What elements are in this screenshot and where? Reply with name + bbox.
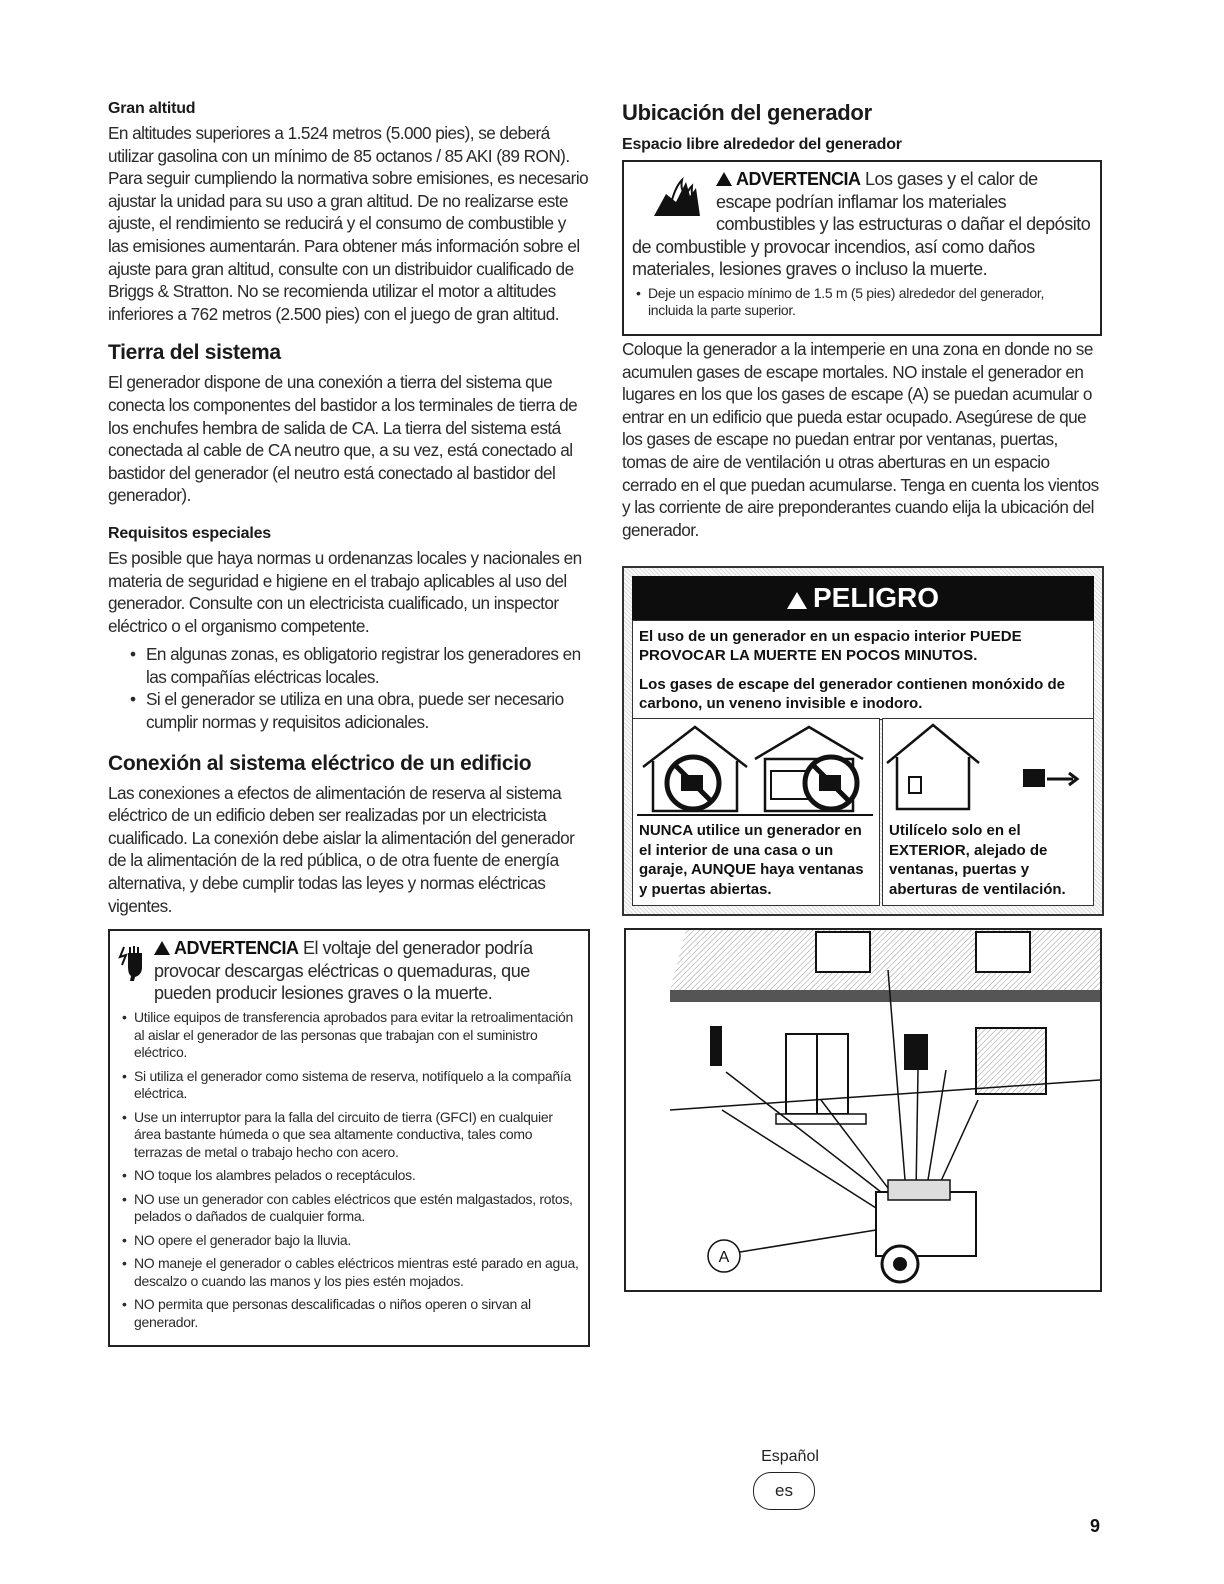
- ubicacion-heading: Ubicación del generador: [622, 100, 872, 125]
- list-item: • Utilice equipos de transferencia aprobados para evitar la retroalimentación al aislar el generador de las personas que trabajan con el suministro eléctrico.: [134, 1009, 580, 1062]
- house-generator-illustration: [626, 930, 1100, 1290]
- danger-box: [622, 566, 1104, 916]
- tierra-body: El generador dispone de una conexión a tierra del sistema que conecta los componentes del bastidor a los terminales de tierra de los enchufes hembra de salida de CA. La tierra del sistema está conectada al cable de CA neutro que, a su vez, está conectado al bastidor del generador (el neutro está conectado al bastidor del generador).: [108, 372, 578, 506]
- tierra-heading: Tierra del sistema: [108, 341, 281, 365]
- conexion-heading: Conexión al sistema eléctrico de un edificio: [108, 751, 532, 775]
- electric-shock-icon: [118, 943, 146, 983]
- never-indoors-text: NUNCA utilice un generador en el interior de una casa o un garaje, AUNQUE haya ventanas y puertas abiertas.: [639, 822, 864, 898]
- danger-title: PELIGRO: [812, 582, 939, 613]
- requisitos-body: Es posible que haya normas u ordenanzas locales y nacionales en materia de seguridad e higiene en el trabajo aplicables al uso del generador. Consulte con un electricista cualificado, un inspector eléctrico o el organismo competente.: [108, 547, 582, 636]
- never-indoors-panel: [632, 718, 880, 906]
- list-item: • NO permita que personas descalificadas o niños operen o sirvan al generador.: [134, 1296, 580, 1331]
- danger-line-1: El uso de un generador en un espacio interior PUEDE PROVOCAR LA MUERTE EN POCOS MINUTOS.: [639, 628, 1022, 664]
- warning-label: ADVERTENCIA: [736, 169, 861, 189]
- list-item: • NO use un generador con cables eléctricos que estén malgastados, rotos, pelados o dañados de cualquier forma.: [134, 1191, 580, 1226]
- list-item: • NO maneje el generador o cables eléctricos mientras esté parado en agua, descalzo o cuando las manos y los pies estén mojados.: [134, 1255, 580, 1290]
- danger-message: [632, 620, 1094, 720]
- fire-warning-header: [632, 168, 1092, 281]
- language-code-badge: es: [753, 1472, 815, 1510]
- gran-altitud-heading: Gran altitud: [108, 100, 196, 117]
- warning-triangle-icon: [716, 172, 732, 186]
- requisitos-list: [108, 643, 590, 733]
- house-garage-prohibited-icon: [633, 719, 879, 819]
- list-item: • Use un interruptor para la falla del circuito de tierra (GFCI) en cualquier área bastante húmeda o que sea altamente conductiva, tales como terrazas de metal o trabajo hecho con acero.: [134, 1109, 580, 1162]
- electric-warning-text: El voltaje del generador podría provocar descargas eléctricas o quemaduras, que pueden producir lesiones graves o la muerte.: [154, 938, 533, 1004]
- fire-icon: [646, 172, 704, 218]
- electric-warning-header: [118, 937, 580, 1005]
- warning-triangle-icon: [154, 941, 170, 955]
- fire-warning-box: [622, 160, 1102, 336]
- danger-header: [632, 576, 1094, 620]
- fire-warning-text: Los gases y el calor de escape podrían inflamar los materiales combustibles y las estructuras o dañar el depósito de combustible y provocar incendios, así como daños materiales, lesiones graves o incluso la muerte.: [632, 169, 1091, 280]
- espacio-heading: Espacio libre alrededor del generador: [622, 136, 902, 153]
- list-item: • NO opere el generador bajo la lluvia.: [134, 1232, 580, 1250]
- left-column: [108, 100, 590, 1347]
- danger-line-2: Los gases de escape del generador contienen monóxido de carbono, un veneno invisible e inodoro.: [639, 676, 1065, 712]
- gran-altitud-body: En altitudes superiores a 1.524 metros (5.000 pies), se deberá utilizar gasolina con un mínimo de 85 octanos / 85 AKI (89 RON). Para seguir cumpliendo la normativa sobre emisiones, es necesario ajustar la unidad para su uso a gran altitud. De no realizarse este ajuste, el rendimiento se reducirá y el consumo de combustible y las emisiones aumentarán. Para obtener más información sobre el ajuste para gran altitud, consulte con un distribuidor cualificado de Briggs & Stratton. No se recomienda utilizar el motor a altitudes inferiores a 762 metros (2.500 pies) con el juego de gran altitud.: [108, 123, 589, 324]
- outdoors-only-text: Utilícelo solo en el EXTERIOR, alejado de ventanas, puertas y aberturas de ventilación.: [889, 822, 1066, 898]
- requisitos-heading: Requisitos especiales: [108, 524, 271, 542]
- list-item: • Si utiliza el generador como sistema de reserva, notifíquelo a la compañía eléctrica.: [134, 1068, 580, 1103]
- list-item: • NO toque los alambres pelados o receptáculos.: [134, 1167, 580, 1185]
- generator-location-figure: [624, 928, 1102, 1292]
- warning-label: ADVERTENCIA: [174, 938, 299, 959]
- outdoors-only-panel: [882, 718, 1094, 906]
- footer-language: Español: [761, 1448, 819, 1465]
- figure-callout-a: A: [718, 1249, 730, 1266]
- conexion-body: Las conexiones a efectos de alimentación de reserva al sistema eléctrico de un edificio deben ser realizadas por un electricista cualificado. La conexión debe aislar la alimentación del generador de la alimentación de la red pública, o de otra fuente de energía alternativa, y debe cumplir todas las leyes y normas eléctricas vigentes.: [108, 782, 575, 916]
- page-number: 9: [1090, 1516, 1101, 1536]
- list-item: • En algunas zonas, es obligatorio registrar los generadores en las compañías eléctricas locales.: [146, 643, 590, 688]
- ubicacion-body: Coloque la generador a la intemperie en una zona en donde no se acumulen gases de escape mortales. NO instale el generador en lugares en los que los gases de escape (A) se puedan acumular o entrar en un edificio que pueda estar ocupado. Asegúrese de que los gases de escape no puedan entrar por ventanas, puertas, tomas de aire de ventilación u otras aberturas en un espacio cerrado en el que puedan acumularse. Tenga en cuenta los vientos y las corriente de aire preponderantes cuando elija la ubicación del generador.: [622, 338, 1099, 540]
- electric-warning-list: [118, 1009, 580, 1331]
- electric-warning-box: [108, 929, 590, 1347]
- list-item: • Deje un espacio mínimo de 1.5 m (5 pies) alrededor del generador, incluida la parte superior.: [648, 285, 1092, 320]
- right-column: [622, 100, 1102, 541]
- danger-panels: [632, 718, 1094, 906]
- house-generator-outside-icon: [883, 719, 1093, 819]
- fire-warning-list: [632, 285, 1092, 320]
- warning-triangle-icon: [787, 592, 807, 609]
- list-item: • Si el generador se utiliza en una obra, puede ser necesario cumplir normas y requisitos adicionales.: [146, 688, 590, 733]
